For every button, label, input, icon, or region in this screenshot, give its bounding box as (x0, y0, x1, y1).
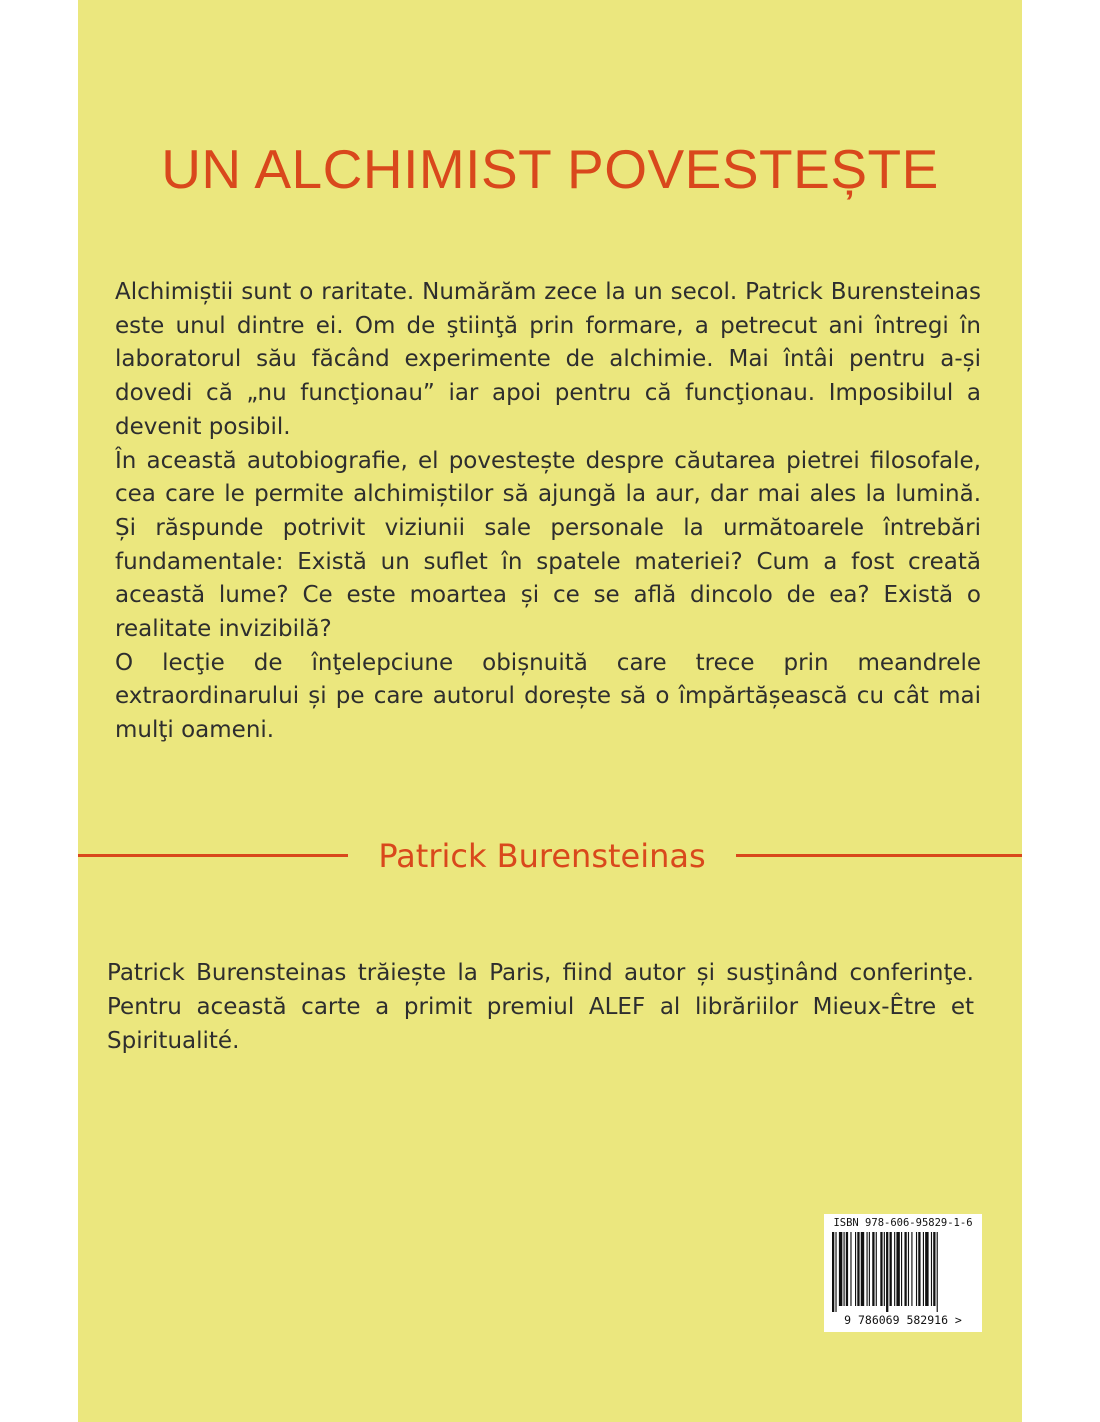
barcode-bar (908, 1232, 909, 1306)
barcode-bar (832, 1232, 834, 1312)
barcode-digits: 9 786069 582916 > (844, 1313, 962, 1327)
barcode-bar (901, 1232, 902, 1306)
barcode-bar (835, 1232, 836, 1312)
barcode-bars-icon (830, 1232, 976, 1312)
author-bio (107, 956, 974, 1058)
barcode-bar (844, 1232, 845, 1306)
barcode-bar (931, 1232, 932, 1306)
author-divider (78, 826, 1022, 886)
barcode-bar (923, 1232, 924, 1306)
barcode-bar (872, 1232, 874, 1306)
author-name: Patrick Burensteinas (378, 837, 706, 875)
barcode-bar (886, 1232, 888, 1312)
blurb-paragraph: Alchimiștii sunt o raritate. Numărăm zece la un secol. Patrick Burensteinas este unul dintre ei. Om de ştiinţă prin formare, a petrecut ani întregi în laboratorul său făcând experimente de alchimie. Mai întâi pentru a-și dovedi că „nu funcţionau” iar apoi pentru că funcţionau. Imposibilul a devenit posibil. (115, 279, 981, 440)
barcode-bar (850, 1232, 851, 1306)
divider-line-right (736, 854, 1022, 857)
barcode-bar (916, 1232, 917, 1306)
book-blurb (115, 276, 981, 748)
barcode-bar (839, 1232, 842, 1306)
barcode-bar (869, 1232, 870, 1306)
barcode-bar (925, 1232, 928, 1306)
isbn-barcode (824, 1214, 982, 1332)
bio-paragraph: Patrick Burensteinas trăiește la Paris, fiind autor și susţinând conferinţe. Pentru această carte a primit premiul ALEF al librăriilor Mieux-Être et Spiritualité. (107, 960, 974, 1054)
blurb-paragraph: O lecţie de înţelepciune obișnuită care trece prin meandrele extraordinarului și pe care autorul dorește să o împărtășească cu cât mai mulţi oameni. (115, 649, 981, 744)
barcode-bar (855, 1232, 856, 1306)
book-title: UN ALCHIMIST POVESTEȘTE (161, 138, 939, 200)
barcode-bar (880, 1232, 882, 1306)
barcode-bar (904, 1232, 906, 1306)
barcode-bar (867, 1232, 868, 1306)
divider-line-left (78, 854, 348, 857)
barcode-bar (857, 1232, 859, 1306)
barcode-bar (894, 1232, 895, 1306)
barcode-bar (918, 1232, 920, 1306)
barcode-bar (861, 1232, 864, 1306)
barcode-bar (937, 1232, 938, 1312)
barcode-bar (884, 1232, 885, 1306)
barcode-bar (890, 1232, 892, 1306)
blurb-paragraph: În această autobiografie, el povestește despre căutarea pietrei filosofale, cea care le permite alchimiștilor să ajungă la aur, dar mai ales la lumină. Și răspunde potrivit viziunii sale personale la următoarele întrebări fundamentale: Există un suflet în spatele materiei? Cum a fost creată această lume? Ce este moartea și ce se află dincolo de ea? Există o realitate invizibilă? (115, 447, 981, 643)
barcode-bar (896, 1232, 899, 1306)
back-cover (78, 0, 1022, 1422)
barcode-bar (846, 1232, 848, 1306)
barcode-bar (876, 1232, 877, 1306)
barcode-bar (911, 1232, 912, 1306)
isbn-label: ISBN 978-606-95829-1-6 (833, 1217, 973, 1229)
barcode-bar (933, 1232, 935, 1306)
